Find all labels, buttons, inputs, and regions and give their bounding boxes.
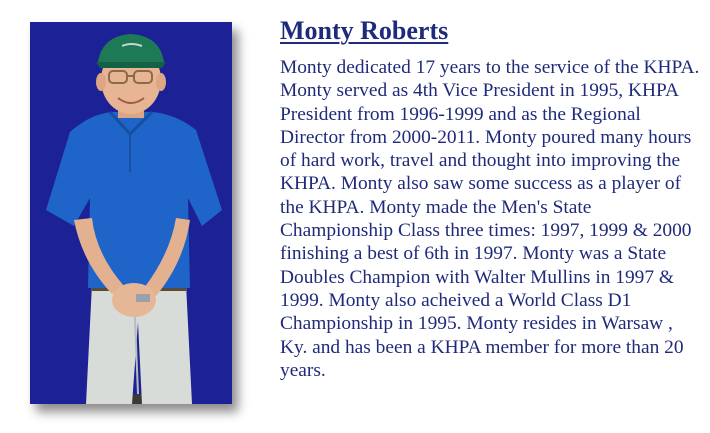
bio-section (280, 14, 700, 382)
profile-photo-frame (30, 22, 232, 404)
person-name: Monty Roberts (280, 16, 449, 45)
bio-text: Monty dedicated 17 years to the service of the KHPA. Monty served as 4th Vice President in 1995, KHPA President from 1996-1999 and as the Regional Director from 2000-2011. Monty poured many hours of hard work, travel and thought into improving the KHPA. Monty also saw some success as a player of the KHPA. Monty made the Men's State Championship Class three times: 1997, 1999 & 2000 finishing a best of 6th in 1997. Monty was a State Doubles Champion with Walter Mullins in 1997 & 1999. Monty also acheived a World Class D1 Championship in 1995. Monty resides in Warsaw , Ky. and has been a KHPA member for more than 20 years. (280, 57, 700, 381)
profile-photo (30, 22, 232, 404)
portrait-illustration (30, 22, 232, 404)
